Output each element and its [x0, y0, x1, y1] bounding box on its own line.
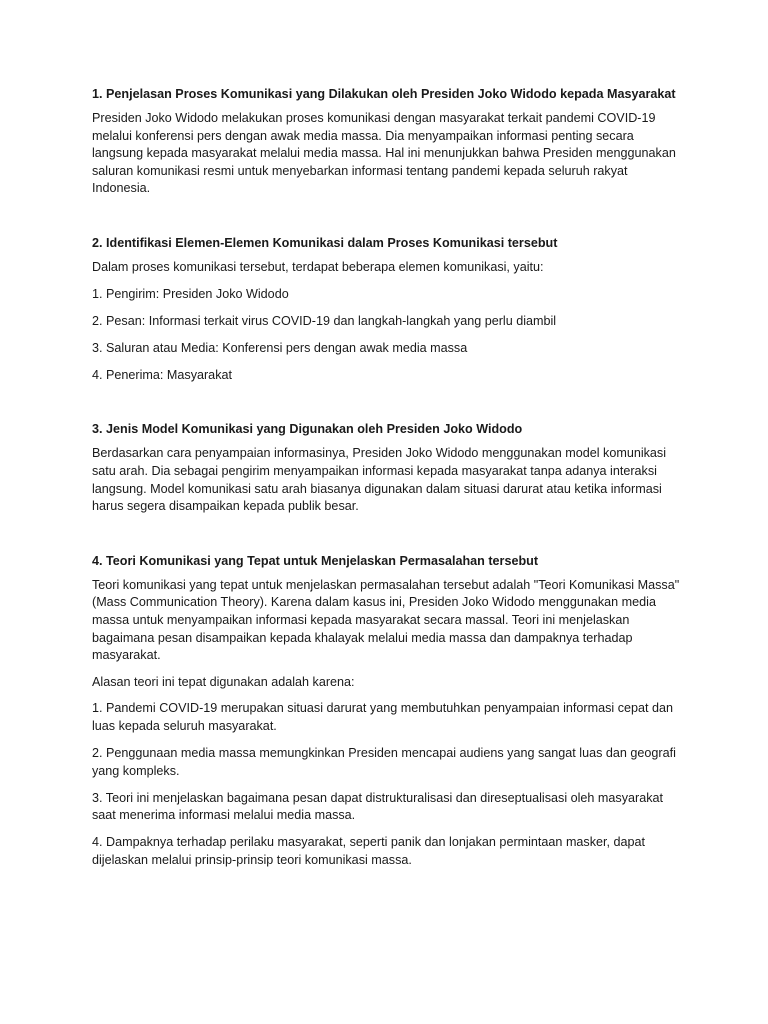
section-heading: 2. Identifikasi Elemen-Elemen Komunikasi dalam Proses Komunikasi tersebut	[92, 235, 558, 250]
list-item: 2. Pesan: Informasi terkait virus COVID-19 dan langkah-langkah yang perlu diambil	[92, 313, 557, 328]
section-paragraph: Alasan teori ini tepat digunakan adalah karena:	[92, 674, 355, 689]
list-item: 3. Saluran atau Media: Konferensi pers dengan awak media massa	[92, 340, 468, 355]
section-paragraph: Presiden Joko Widodo melakukan proses komunikasi dengan masyarakat terkait pandemi COVID-19 melalui konferensi pers dengan awak media massa. Dia menyampaikan informasi penting secara langsung kepada masyarakat melalui media massa. Hal ini menunjukkan bahwa Presiden menggunakan saluran komunikasi resmi untuk menyebarkan informasi tentang pandemi kepada seluruh rakyat Indonesia.	[92, 111, 676, 196]
list-item: 2. Penggunaan media massa memungkinkan Presiden mencapai audiens yang sangat luas dan geografi yang kompleks.	[92, 746, 676, 778]
section-paragraph: Teori komunikasi yang tepat untuk menjelaskan permasalahan tersebut adalah "Teori Komunikasi Massa" (Mass Communication Theory). Karena dalam kasus ini, Presiden Joko Widodo menggunakan media massa untuk menyampaikan informasi kepada masyarakat secara massal. Teori ini menjelaskan bagaimana pesan disampaikan kepada khalayak melalui media massa dan dampaknya terhadap masyarakat.	[92, 577, 680, 663]
section-heading: 3. Jenis Model Komunikasi yang Digunakan oleh Presiden Joko Widodo	[92, 422, 523, 437]
document-page	[92, 86, 684, 907]
section-1	[92, 86, 684, 198]
section-paragraph: Berdasarkan cara penyampaian informasinya, Presiden Joko Widodo menggunakan model komunikasi satu arah. Dia sebagai pengirim menyampaikan informasi kepada masyarakat tanpa adanya interaksi langsung. Model komunikasi satu arah biasanya digunakan dalam situasi darurat atau ketika informasi harus segera disampaikan kepada publik besar.	[92, 446, 667, 514]
section-heading: 4. Teori Komunikasi yang Tepat untuk Menjelaskan Permasalahan tersebut	[92, 553, 539, 568]
list-item: 1. Pengirim: Presiden Joko Widodo	[92, 286, 289, 301]
section-heading: 1. Penjelasan Proses Komunikasi yang Dilakukan oleh Presiden Joko Widodo kepada Masyarakat	[92, 87, 676, 101]
list-item: 3. Teori ini menjelaskan bagaimana pesan dapat distrukturalisasi dan direseptualisasi oleh masyarakat saat menerima informasi melalui media massa.	[92, 790, 664, 823]
section-3	[92, 421, 684, 515]
list-item: 4. Dampaknya terhadap perilaku masyarakat, seperti panik dan lonjakan permintaan masker, dapat dijelaskan melalui prinsip-prinsip teori komunikasi massa.	[92, 835, 646, 868]
list-item: 1. Pandemi COVID-19 merupakan situasi darurat yang membutuhkan penyampaian informasi cepat dan luas kepada seluruh masyarakat.	[92, 701, 674, 733]
section-2	[92, 235, 684, 384]
section-4	[92, 553, 684, 870]
section-paragraph: Dalam proses komunikasi tersebut, terdapat beberapa elemen komunikasi, yaitu:	[92, 259, 544, 274]
list-item: 4. Penerima: Masyarakat	[92, 367, 232, 382]
